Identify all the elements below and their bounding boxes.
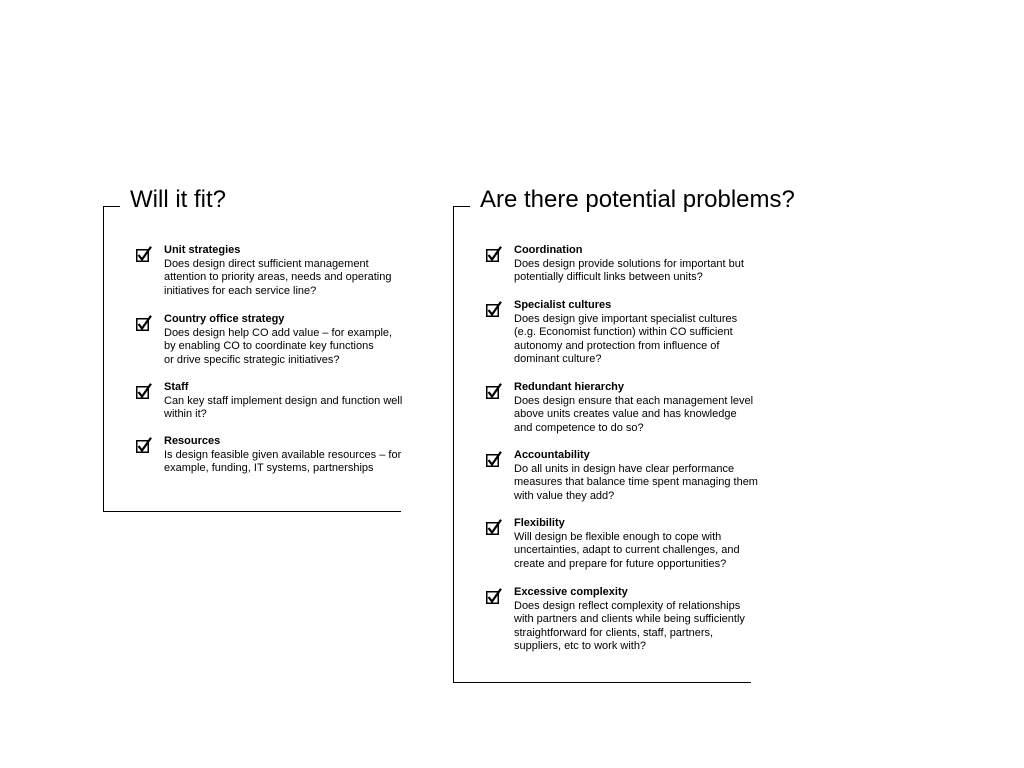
item-description: Can key staff implement design and function well within it? [164,394,403,421]
item-description: Do all units in design have clear performance measures that balance time spent managing them with value they add? [514,462,758,502]
bracket-left-line [453,206,454,682]
bracket-bottom-line [453,682,751,683]
item-title: Redundant hierarchy [514,381,625,393]
item-title: Resources [164,435,221,447]
checklist-item-unit-strategies [164,244,434,298]
item-title: Specialist cultures [514,299,612,311]
checked-box-icon [486,451,502,467]
item-description: Does design ensure that each management level above units creates value and has knowledge and competence to do so? [514,394,754,434]
item-description: Will design be flexible enough to cope with uncertainties, adapt to current challenges, and create and prepare for future opportunities? [514,530,740,570]
item-title: Accountability [514,449,590,461]
checklist-item-specialist-cultures [514,299,784,367]
checklist-item-country-office-strategy [164,313,434,367]
bracket-top-line [453,206,470,207]
bracket-top-line [103,206,120,207]
checklist-item-redundant-hierarchy [514,381,784,435]
panel-title: Are there potential problems? [480,186,795,213]
item-title: Flexibility [514,517,565,529]
checked-box-icon [486,383,502,399]
checked-box-icon [136,383,152,399]
checked-box-icon [136,437,152,453]
checked-box-icon [136,246,152,262]
checked-box-icon [486,519,502,535]
item-description: Does design provide solutions for important but potentially difficult links between units? [514,257,744,284]
item-description: Does design reflect complexity of relationships with partners and clients while being sufficiently straightforward for clients, staff, partners, suppliers, etc to work with? [514,599,745,653]
checked-box-icon [486,588,502,604]
checked-box-icon [486,246,502,262]
item-description: Is design feasible given available resources – for example, funding, IT systems, partnerships [164,448,402,475]
item-title: Country office strategy [164,313,285,325]
checklist-item-coordination [514,244,784,285]
item-description: Does design give important specialist cultures (e.g. Economist function) within CO sufficient autonomy and protection from influence of dominant culture? [514,312,738,366]
checklist-item-accountability [514,449,784,503]
item-title: Coordination [514,244,583,256]
potential-problems-panel [480,0,1024,768]
checked-box-icon [486,301,502,317]
checked-box-icon [136,315,152,331]
item-title: Staff [164,381,189,393]
checklist-item-flexibility [514,517,784,571]
panel-title: Will it fit? [130,186,226,213]
checklist-item-staff [164,381,434,422]
bracket-bottom-line [103,511,401,512]
checklist-item-resources [164,435,434,476]
checklist-item-excessive-complexity [514,586,784,654]
item-title: Excessive complexity [514,586,628,598]
item-description: Does design help CO add value – for example, by enabling CO to coordinate key functions or drive specific strategic initiatives? [164,326,393,366]
bracket-left-line [103,206,104,511]
item-description: Does design direct sufficient management attention to priority areas, needs and operating initiatives for each service line? [164,257,392,297]
item-title: Unit strategies [164,244,241,256]
